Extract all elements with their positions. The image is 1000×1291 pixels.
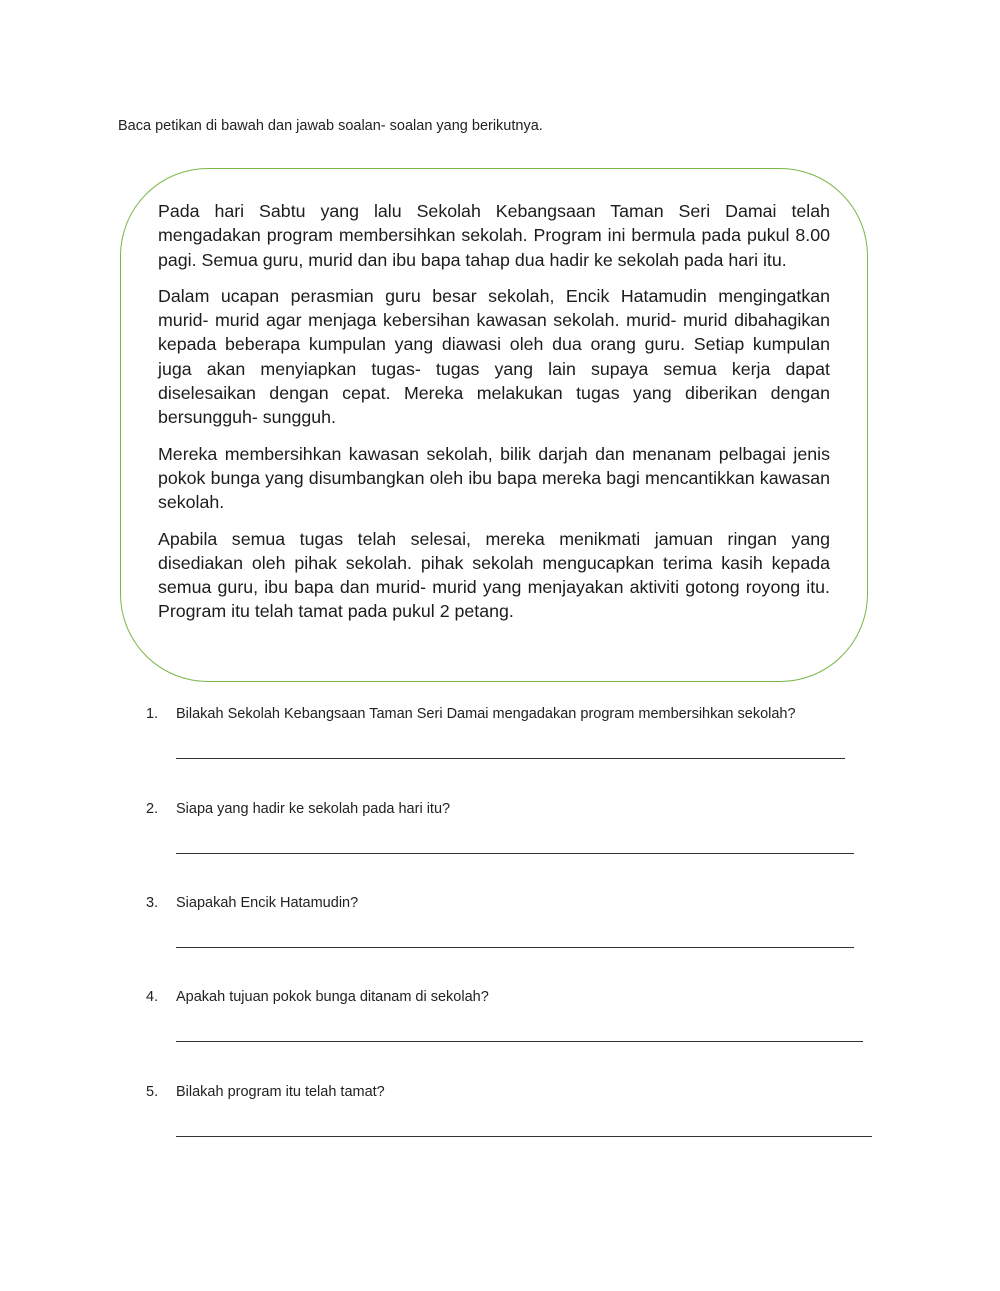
passage xyxy=(158,199,830,636)
answer-line-5[interactable] xyxy=(176,1136,872,1137)
question-text: Apakah tujuan pokok bunga ditanam di sekolah? xyxy=(176,989,489,1005)
question-text: Siapakah Encik Hatamudin? xyxy=(176,895,359,911)
answer-line-1[interactable] xyxy=(176,758,845,759)
question-text: Siapa yang hadir ke sekolah pada hari itu? xyxy=(176,801,451,817)
passage-paragraph-2: Dalam ucapan perasmian guru besar sekolah, Encik Hatamudin mengingatkan murid- murid agar menjaga kebersihan kawasan sekolah. murid- murid dibahagikan kepada beberapa kumpulan yang diawasi oleh dua orang guru. Setiap kumpulan juga akan menyiapkan tugas- tugas yang lain supaya semua kerja dapat diselesaikan dengan cepat. Mereka melakukan tugas yang diberikan dengan bersungguh- sungguh. xyxy=(158,285,830,428)
passage-paragraph-3: Mereka membersihkan kawasan sekolah, bilik darjah dan menanam pelbagai jenis pokok bunga yang disumbangkan oleh ibu bapa mereka bagi mencantikkan kawasan sekolah. xyxy=(158,443,830,513)
question-number: 2. xyxy=(146,801,159,817)
instruction-text: Baca petikan di bawah dan jawab soalan- soalan yang berikutnya. xyxy=(118,118,543,134)
answer-line-3[interactable] xyxy=(176,947,854,948)
passage-paragraph-1: Pada hari Sabtu yang lalu Sekolah Kebangsaan Taman Seri Damai telah mengadakan program membersihkan sekolah. Program ini bermula pada pukul 8.00 pagi. Semua guru, murid dan ibu bapa tahap dua hadir ke sekolah pada hari itu. xyxy=(158,201,830,270)
question-number: 3. xyxy=(146,895,159,911)
passage-paragraph-4: Apabila semua tugas telah selesai, mereka menikmati jamuan ringan yang disediakan oleh pihak sekolah. pihak sekolah mengucapkan terima kasih kepada semua guru, ibu bapa dan murid- murid yang menjayakan aktiviti gotong royong itu. Program itu telah tamat pada pukul 2 petang. xyxy=(158,528,830,622)
question-number: 5. xyxy=(146,1084,159,1100)
answer-line-4[interactable] xyxy=(176,1041,863,1042)
question-text: Bilakah program itu telah tamat? xyxy=(176,1084,385,1100)
question-number: 4. xyxy=(146,989,159,1005)
question-number: 1. xyxy=(146,706,159,722)
question-text: Bilakah Sekolah Kebangsaan Taman Seri Damai mengadakan program membersihkan sekolah? xyxy=(176,706,796,722)
answer-line-2[interactable] xyxy=(176,853,854,854)
